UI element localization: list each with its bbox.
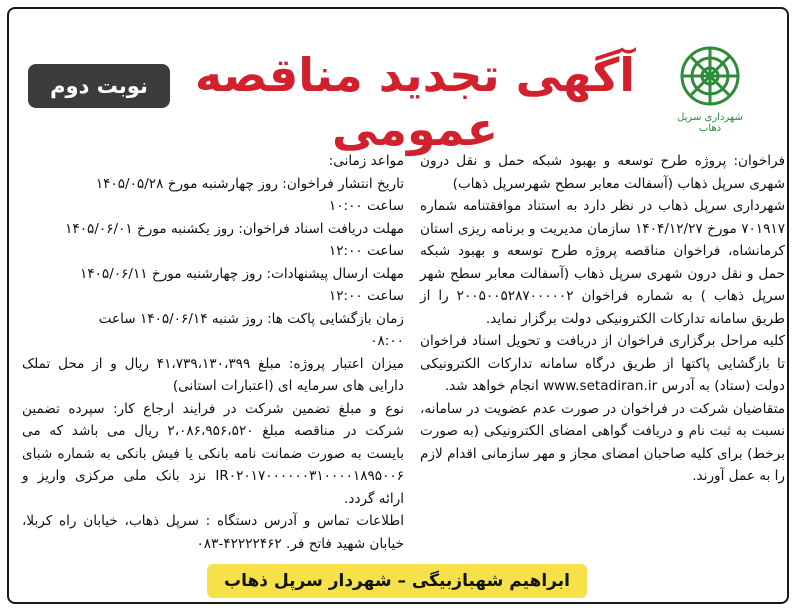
publish-time: ساعت ۱۰:۰۰ bbox=[328, 198, 404, 214]
website-link[interactable]: www.setadiran.ir bbox=[543, 378, 658, 394]
contact-paragraph: اطلاعات تماس و آدرس دستگاه : سرپل ذهاب، خیابان راه کربلا، خیابان شهید فاتح فر. ۴۲۲۲۲۴۶۲-۰۸۳ bbox=[22, 513, 404, 552]
call-paragraph: فراخوان: پروژه طرح توسعه و بهبود شبکه حمل و نقل درون شهری سرپل ذهاب (آسفالت معابر سطح شهرسرپل ذهاب) bbox=[420, 153, 785, 192]
municipality-logo-icon bbox=[665, 40, 755, 115]
guarantee-paragraph: نوع و مبلغ تضمین شرکت در فرایند ارجاع کار: سپرده تضمین شرکت در مناقصه مبلغ ۲،۰۸۶،۹۵۶،۵۲۰ ریال می باشد که می بایست به صورت ضمانت نامه بانکی یا فیش بانکی به شماره شبای IR۰۲۰۱۷۰۰۰۰۰۰۳۱۰۰۰۰۱۸۹۵۰۰۶ نزد بانک ملی مرکزی واریز و ارائه گردد. bbox=[22, 400, 404, 507]
signature-footer: ابراهیم شهبازبیگی – شهردار سرپل ذهاب bbox=[207, 564, 587, 598]
right-column bbox=[420, 150, 785, 488]
budget-paragraph: میزان اعتبار پروژه: مبلغ ۴۱،۷۳۹،۱۳۰،۳۹۹ ریال و از محل تملک دارایی های سرمایه ای (اعتبارات استانی) bbox=[22, 355, 404, 394]
publish-date: تاریخ انتشار فراخوان: روز چهارشنبه مورخ ۱۴۰۵/۰۵/۲۸ bbox=[95, 175, 404, 192]
process-text-end: انجام خواهد شد. bbox=[444, 378, 539, 394]
bids-time: ساعت ۱۲:۰۰ bbox=[328, 288, 404, 304]
round-badge: نوبت دوم bbox=[28, 64, 170, 108]
opening-date: زمان بازگشایی پاکت ها: روز شنبه ۱۴۰۵/۰۶/۱۴ ساعت bbox=[98, 310, 404, 327]
docs-time: ساعت ۱۲:۰۰ bbox=[328, 243, 404, 259]
deadlines-heading: مواعد زمانی: bbox=[328, 153, 404, 169]
intro-paragraph: شهرداری سرپل ذهاب در نظر دارد به استناد موافقتنامه شماره ۷۰۱۹۱۷ مورخ ۱۴۰۴/۱۲/۲۷ سازمان مدیریت و برنامه ریزی استان کرمانشاه، فراخوان مناقصه پروژه طرح توسعه و بهبود شبکه حمل و نقل درون شهری سرپل ذهاب (آسفالت معابر سطح شهر سرپل ذهاب ) به شماره فراخوان ۲۰۰۵۰۰۵۲۸۷۰۰۰۰۰۲ را از طریق سامانه تدارکات الکترونیکی دولت برگزار نماید. bbox=[420, 198, 785, 327]
bids-deadline: مهلت ارسال پیشنهادات: روز چهارشنبه مورخ ۱۴۰۵/۰۶/۱۱ bbox=[80, 265, 404, 282]
left-column bbox=[22, 150, 404, 555]
docs-deadline: مهلت دریافت اسناد فراخوان: روز یکشنبه مورخ ۱۴۰۵/۰۶/۰۱ bbox=[65, 220, 404, 237]
registration-paragraph: متقاضیان شرکت در فراخوان در صورت عدم عضویت در سامانه، نسبت به ثبت نام و دریافت گواهی امضای الکترونیکی (به صورت برخط) برای کلیه صاحبان امضای مجاز و مهر سازمانی اقدام لازم را به عمل آورند. bbox=[420, 400, 785, 484]
process-paragraph bbox=[420, 330, 785, 398]
opening-time: ۰۸:۰۰ bbox=[370, 333, 404, 349]
page-title: آگهی تجدید مناقصه عمومی bbox=[194, 48, 636, 156]
process-text: کلیه مراحل برگزاری فراخوان از دریافت و تحویل اسناد فراخوان تا بازگشایی پاکتها از طریق درگاه سامانه تدارکات الکترونیکی دولت (ستاد) به آدرس bbox=[420, 333, 785, 394]
municipality-name: شهرداری سرپل ذهاب bbox=[677, 112, 743, 134]
